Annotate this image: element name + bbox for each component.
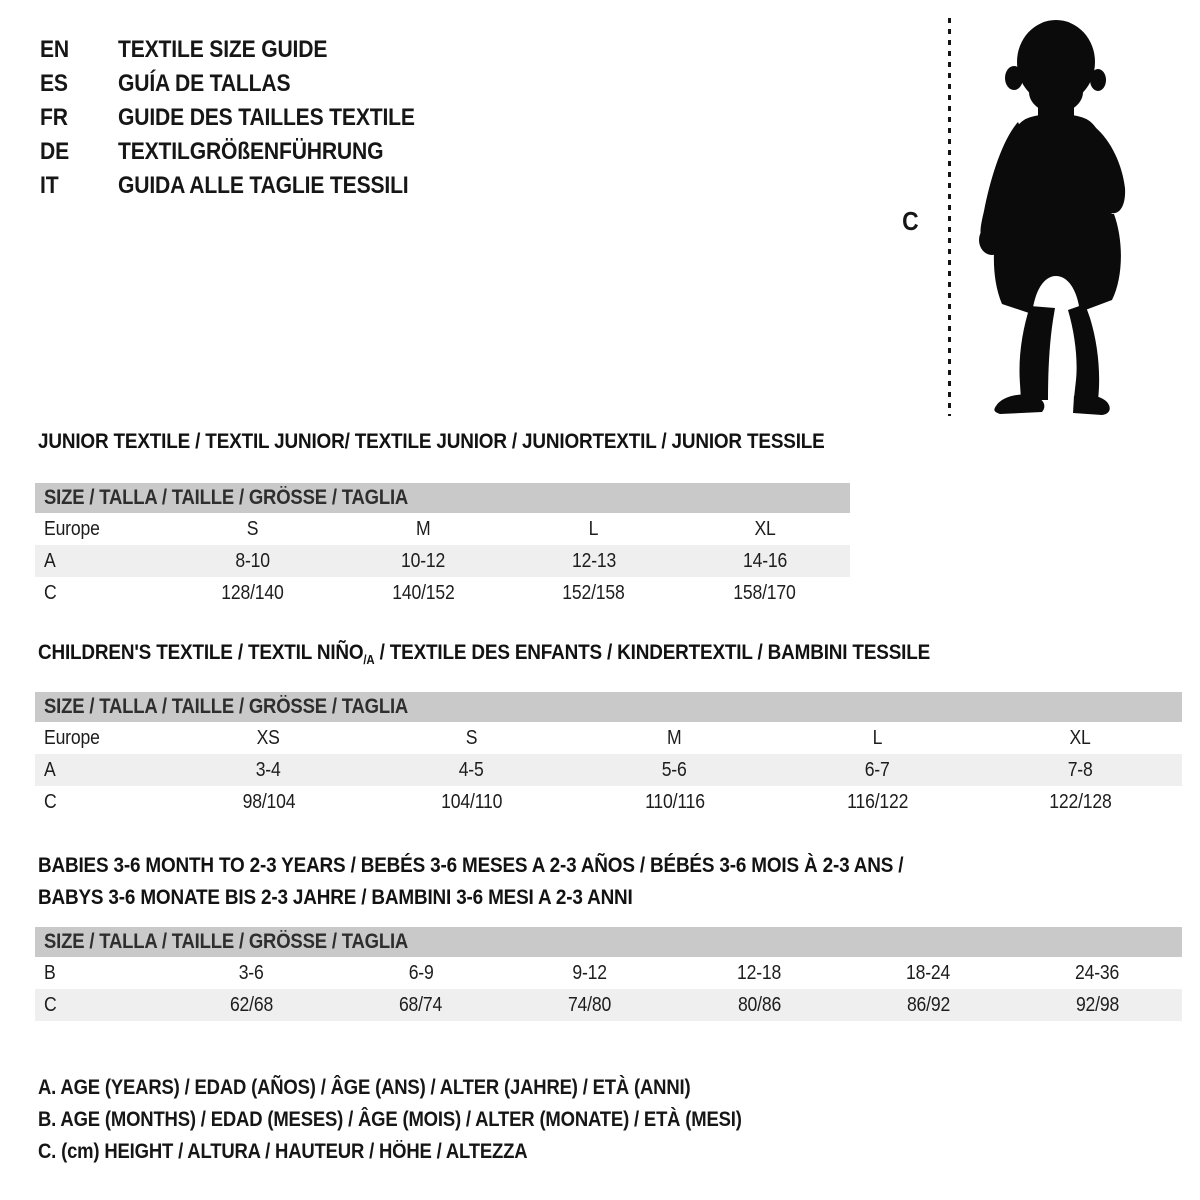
size-cell	[336, 989, 505, 1021]
row-label: A	[44, 758, 56, 781]
size-cell	[167, 989, 336, 1021]
row-label: Europe	[44, 517, 100, 540]
height-measure-letter: C	[902, 206, 919, 236]
row-label-cell	[35, 513, 167, 545]
cell-value: 18-24	[906, 961, 951, 984]
cell-value: L	[872, 726, 883, 749]
children-section-title	[38, 640, 1052, 667]
size-cell	[674, 989, 843, 1021]
legend-text: A. AGE (YEARS) / EDAD (AÑOS) / ÂGE (ANS) / ALTER (JAHRE) / ETÀ (ANNI)	[38, 1076, 691, 1099]
size-cell	[573, 754, 776, 786]
cell-value: S	[465, 726, 478, 749]
row-label-cell	[35, 957, 167, 989]
children-size-header-bar	[35, 692, 1182, 722]
size-cell	[338, 577, 509, 609]
size-cell	[167, 786, 370, 818]
cell-value: 6-9	[408, 961, 434, 984]
table-row-europe	[35, 722, 1182, 754]
babies-title-line2: BABYS 3-6 MONATE BIS 2-3 JAHRE / BAMBINI 3-6 MESI A 2-3 ANNI	[38, 885, 633, 909]
cell-value: 9-12	[572, 961, 608, 984]
children-section-title-text	[38, 640, 930, 667]
size-cell	[167, 957, 336, 989]
cell-value: M	[415, 517, 431, 540]
cell-value: 4-5	[459, 758, 484, 781]
cell-value: 80/86	[737, 993, 781, 1016]
cell-value: 158/170	[733, 581, 796, 604]
cell-value: 7-8	[1068, 758, 1093, 781]
baby-silhouette-shape	[979, 20, 1125, 415]
babies-title-line1: BABIES 3-6 MONTH TO 2-3 YEARS / BEBÉS 3-6 MESES A 2-3 AÑOS / BÉBÉS 3-6 MOIS À 2-3 ANS /	[38, 853, 904, 877]
junior-size-header-bar	[35, 483, 850, 513]
legend-text: C. (cm) HEIGHT / ALTURA / HAUTEUR / HÖHE / ALTEZZA	[38, 1140, 528, 1163]
size-header-label: SIZE / TALLA / TAILLE / GRÖSSE / TAGLIA	[44, 695, 409, 718]
row-label-cell	[35, 989, 167, 1021]
size-cell	[1013, 957, 1182, 989]
language-row-de	[40, 135, 455, 169]
size-cell	[505, 989, 674, 1021]
row-label: Europe	[44, 726, 100, 749]
size-cell	[776, 722, 979, 754]
children-size-table	[35, 692, 1182, 818]
cell-value: 152/158	[562, 581, 626, 604]
cell-value: XS	[256, 726, 281, 749]
legend-line-c	[38, 1136, 838, 1168]
cell-value: 128/140	[221, 581, 284, 604]
language-row-en	[40, 33, 455, 67]
row-label: C	[44, 790, 57, 813]
table-row-height	[35, 989, 1182, 1021]
cell-value: 3-6	[239, 961, 265, 984]
cell-value: 116/122	[846, 790, 909, 813]
table-row-height	[35, 786, 1182, 818]
size-cell	[370, 786, 573, 818]
row-label-cell	[35, 545, 167, 577]
cell-value: 8-10	[235, 549, 270, 572]
language-title: GUIDA ALLE TAGLIE TESSILI	[118, 172, 409, 199]
height-measure-label	[901, 206, 920, 237]
row-label-cell	[35, 577, 167, 609]
row-label: A	[44, 549, 56, 572]
cell-value: 122/128	[1049, 790, 1112, 813]
size-cell	[679, 513, 850, 545]
size-cell	[844, 989, 1013, 1021]
size-cell	[674, 957, 843, 989]
size-cell	[167, 722, 370, 754]
language-row-it	[40, 169, 455, 203]
size-cell	[336, 957, 505, 989]
legend-line-a	[38, 1072, 838, 1104]
height-measure-dashed-line	[948, 18, 951, 416]
cell-value: 6-7	[865, 758, 890, 781]
cell-value: 24-36	[1075, 961, 1120, 984]
size-cell	[167, 545, 338, 577]
legend-line-b	[38, 1104, 838, 1136]
language-code: DE	[40, 138, 69, 165]
cell-value: M	[667, 726, 682, 749]
size-cell	[167, 513, 338, 545]
size-cell	[679, 545, 850, 577]
cell-value: 14-16	[742, 549, 787, 572]
cell-value: 98/104	[242, 790, 295, 813]
language-title: TEXTILE SIZE GUIDE	[118, 36, 328, 63]
cell-value: 92/98	[1075, 993, 1119, 1016]
size-cell	[509, 513, 680, 545]
cell-value: 5-6	[662, 758, 687, 781]
size-cell	[338, 513, 509, 545]
language-code: FR	[40, 104, 68, 131]
size-cell	[505, 957, 674, 989]
cell-value: 68/74	[399, 993, 443, 1016]
cell-value: XL	[754, 517, 776, 540]
size-cell	[370, 722, 573, 754]
cell-value: 104/110	[440, 790, 503, 813]
row-label-cell	[35, 722, 167, 754]
language-code: ES	[40, 70, 68, 97]
language-row-es	[40, 67, 455, 101]
title-post: / TEXTILE DES ENFANTS / KINDERTEXTIL / BAMBINI TESSILE	[374, 640, 931, 664]
junior-section-title	[38, 429, 932, 454]
junior-section-title-text: JUNIOR TEXTILE / TEXTIL JUNIOR/ TEXTILE JUNIOR / JUNIORTEXTIL / JUNIOR TESSILE	[38, 429, 825, 453]
row-label-cell	[35, 754, 167, 786]
size-cell	[573, 786, 776, 818]
language-title: TEXTILGRÖßENFÜHRUNG	[118, 138, 384, 165]
legend-text: B. AGE (MONTHS) / EDAD (MESES) / ÂGE (MOIS) / ALTER (MONATE) / ETÀ (MESI)	[38, 1108, 742, 1131]
size-cell	[1013, 989, 1182, 1021]
cell-value: 140/152	[391, 581, 455, 604]
size-cell	[573, 722, 776, 754]
size-cell	[979, 754, 1182, 786]
baby-silhouette-image	[964, 16, 1142, 416]
babies-size-table	[35, 927, 1182, 1021]
title-subscript: /A	[363, 652, 375, 667]
size-cell	[509, 577, 680, 609]
size-cell	[509, 545, 680, 577]
cell-value: 12-18	[736, 961, 782, 984]
table-row-months	[35, 957, 1182, 989]
cell-value: S	[246, 517, 259, 540]
language-title-list	[40, 33, 455, 203]
cell-value: 12-13	[571, 549, 616, 572]
size-cell	[370, 754, 573, 786]
cell-value: 3-4	[256, 758, 281, 781]
size-cell	[979, 722, 1182, 754]
language-code: IT	[40, 172, 59, 199]
row-label: B	[44, 961, 56, 984]
language-title: GUIDE DES TAILLES TEXTILE	[118, 104, 415, 131]
size-header-label: SIZE / TALLA / TAILLE / GRÖSSE / TAGLIA	[44, 930, 409, 953]
table-row-age	[35, 545, 850, 577]
cell-value: 62/68	[229, 993, 274, 1016]
size-cell	[338, 545, 509, 577]
size-cell	[167, 754, 370, 786]
junior-size-table	[35, 483, 850, 609]
row-label: C	[44, 581, 57, 604]
cell-value: 86/92	[906, 993, 950, 1016]
language-row-fr	[40, 101, 455, 135]
size-header-label: SIZE / TALLA / TAILLE / GRÖSSE / TAGLIA	[44, 486, 409, 509]
cell-value: 10-12	[401, 549, 446, 572]
cell-value: 110/116	[644, 790, 705, 813]
size-cell	[776, 754, 979, 786]
size-cell	[844, 957, 1013, 989]
table-row-age	[35, 754, 1182, 786]
cell-value: XL	[1069, 726, 1092, 749]
title-pre: CHILDREN'S TEXTILE / TEXTIL NIÑO	[38, 640, 364, 664]
row-label-cell	[35, 786, 167, 818]
language-title: GUÍA DE TALLAS	[118, 70, 291, 97]
size-cell	[167, 577, 338, 609]
size-cell	[776, 786, 979, 818]
babies-size-header-bar	[35, 927, 1182, 957]
legend	[38, 1072, 838, 1168]
size-cell	[679, 577, 850, 609]
cell-value: L	[589, 517, 599, 540]
table-row-height	[35, 577, 850, 609]
cell-value: 74/80	[568, 993, 612, 1016]
size-cell	[979, 786, 1182, 818]
language-code: EN	[40, 36, 69, 63]
table-row-europe	[35, 513, 850, 545]
babies-section-title	[38, 849, 1021, 913]
row-label: C	[44, 993, 57, 1016]
